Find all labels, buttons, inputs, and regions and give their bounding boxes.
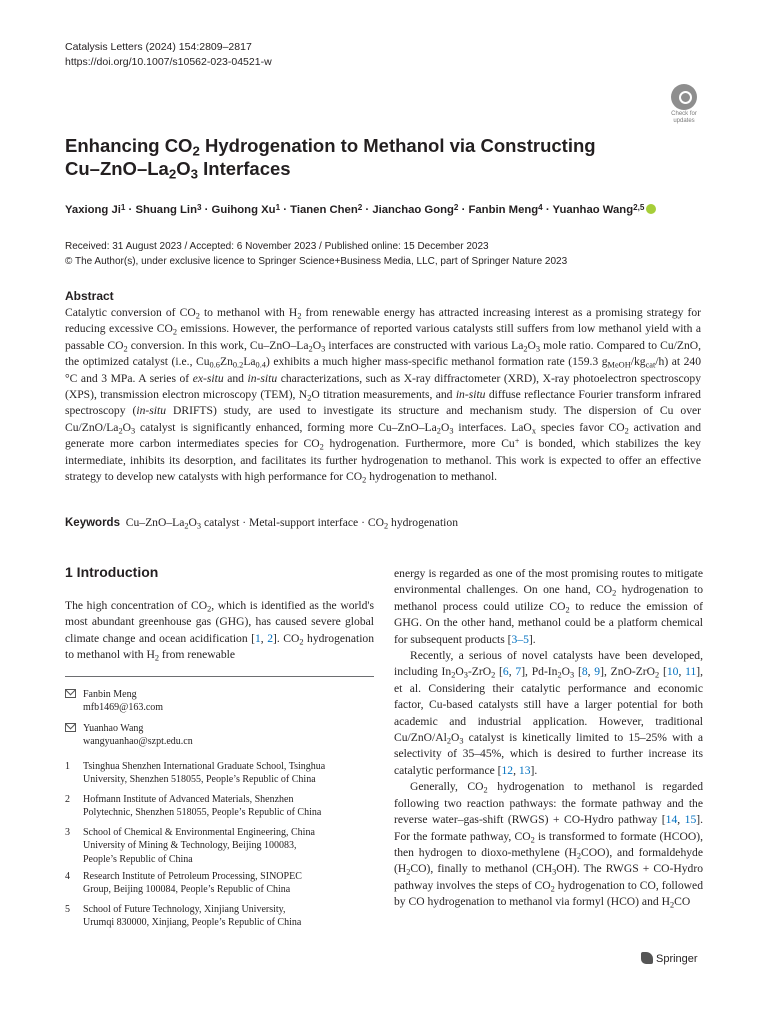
corresponding-name: Fanbin Meng: [83, 689, 137, 700]
citation-link[interactable]: 1: [255, 631, 261, 645]
citation-link[interactable]: 13: [518, 763, 531, 777]
corresponding-author: [65, 688, 374, 715]
check-for-updates-badge[interactable]: [664, 84, 704, 124]
citation-link[interactable]: 9: [594, 665, 601, 679]
abstract-heading: Abstract: [65, 289, 114, 303]
intro-left-column: [65, 598, 374, 664]
citation-link[interactable]: 12: [501, 763, 514, 777]
keywords-label: Keywords: [65, 517, 120, 529]
citation-link[interactable]: 11: [685, 665, 697, 679]
publication-dates: [65, 240, 567, 269]
author[interactable]: Tianen Chen$^2$: [290, 202, 363, 216]
paragraph: Generally, $CO_2$ hydrogenation to methanol is regarded following two reaction pathways: the formate pathway and the reverse water–gas-shift (RWGS) + CO-Hydro pathway [14, 15]. For the formate pathway, $CO_2$ is transformed to formate (HCOO), then hydrogen to dioxo-methylene $(H_2COO)$, and formaldehyde $(H_2CO)$, finally to methanol $(CH_3OH)$. The RWGS + CO-Hydro pathway involves the steps of $CO_2$ hydrogenation to CO, followed by CO hydrogenation to methanol via formyl (HCO) and $H_2CO$: [394, 780, 704, 910]
keywords: Keywords $Cu-ZnO-La_2O_3$ catalyst · Metal-support interface · $CO_2$ hydrogenation: [65, 516, 458, 531]
paper-title: Enhancing $CO_2$ Hydrogenation to Methanol via Constructing $Cu-ZnO-La_2O_3$ Interfaces: [65, 135, 596, 182]
dates-line: Received: 31 August 2023 / Accepted: 6 November 2023 / Published online: 15 December 2023: [65, 241, 489, 252]
affiliation: 1 Tsinghua Shenzhen International Graduate School, Tsinghua University, Shenzhen 518055, People’s Republic of China: [65, 761, 326, 786]
author[interactable]: Yuanhao Wang$^{2,5}$: [552, 202, 645, 216]
author[interactable]: Shuang Lin$^3$: [135, 202, 202, 216]
citation-link[interactable]: 6: [502, 665, 509, 679]
orcid-icon[interactable]: [646, 204, 656, 214]
citation-link[interactable]: 15: [684, 813, 697, 827]
corresponding-author: [65, 722, 374, 749]
copyright-line: © The Author(s), under exclusive licence to Springer Science+Business Media, LLC, part of Springer Nature 2023: [65, 255, 568, 267]
badge-label-1: Check for: [671, 111, 697, 117]
author-list: Yaxiong $Ji^1$ · Shuang Lin$^3$ · Guihong $Xu^1$ · Tianen Chen$^2$ · Jianchao Gong$^2$ · Fanbin Meng$^4$ · Yuanhao Wang$^{2,5}$: [65, 202, 705, 218]
abstract-body: Catalytic conversion of $CO_2$ to methanol with $H_2$ from renewable energy has attracted increasing interest as a promising strategy for reducing excessive $CO_2$ emissions. However, the performance of reported various catalysts still suffers from low methanol yield with a passable $CO_2$ conversion. In this work, $Cu-ZnO-La_2O_3$ interfaces are constructed with various $La_2O_3$ mole ratio. Compared to Cu/ZnO, the optimized catalyst (i.e., $Cu_{0.6}Zn_{0.2}La_{0.4}$) exhibits a much higher mass-specific methanol formation rate (159.3 $g_{MeOH}/kg_{cat}/h$) at 240 °C and 3 MPa. A series of ex-situ and in-situ characterizations, such as X-ray diffractometer (XRD), X-ray photoelectron spectroscopy (XPS), transmission electron microscopy (TEM), $N_2O$ titration measurements, and in-situ diffuse reflectance Fourier transform infrared spectroscopy (in-situ DRIFTS) study, are used to investigate its structure and mechanism study. The dispersion of Cu over $Cu/ZnO/La_2O_3$ catalyst is significantly enhanced, forming more $Cu-ZnO-La_2O_3$ interfaces. LaO$_x$ species favor $CO_2$ activation and generate more carbon intermediates species for $CO_2$ hydrogenation. Furthermore, more Cu+ is bonded, which stabilizes the key intermediate, inhibits its desorption, and facilitates its further hydrogenation to methanol. This work is expected to offer an effective strategy to develop new catalysts with high performance for $CO_2$ hydrogenation to methanol.: [65, 306, 702, 485]
doi-link[interactable]: https://doi.org/10.1007/s10562-023-04521-w: [65, 56, 272, 68]
badge-label-2: updates: [673, 118, 695, 124]
journal-citation: Catalysis Letters (2024) 154:2809–2817: [65, 41, 252, 53]
affiliation: 2 Hofmann Institute of Advanced Materials, Shenzhen Polytechnic, Shenzhen 518055, People’s Republic of China: [65, 794, 322, 819]
publisher-logo: Springer: [641, 952, 698, 965]
author[interactable]: Guihong Xu$^1$: [211, 202, 281, 216]
email-link[interactable]: wangyuanhao@szpt.edu.cn: [83, 736, 193, 748]
intro-right-column: [394, 566, 703, 911]
citation-link[interactable]: 14: [665, 813, 678, 827]
paragraph: energy is regarded as one of the most promising routes to mitigate environmental challenges. On one hand, $CO_2$ hydrogenation to methanol process could utilize $CO_2$ to reduce the emission of GHG. On the other hand, methanol could be a platform chemical for subsequent products [3–5].: [394, 567, 703, 646]
affiliation: 3 School of Chemical & Environmental Engineering, China University of Mining & Technology, Beijing 100083, People’s Republic of China: [65, 827, 315, 865]
author[interactable]: Jianchao Gong$^2$: [372, 202, 459, 216]
envelope-icon: [65, 689, 76, 698]
section-heading-introduction: 1 Introduction: [65, 564, 159, 580]
citation-link[interactable]: 8: [581, 665, 588, 679]
envelope-icon: [65, 723, 76, 732]
corresponding-name: Yuanhao Wang: [83, 723, 144, 734]
affiliation: 5 School of Future Technology, Xinjiang University, Urumqi 830000, Xinjiang, People’s Republic of China: [65, 904, 302, 929]
journal-header: [65, 40, 272, 70]
email-link[interactable]: mfb1469@163.com: [83, 702, 164, 714]
citation-link[interactable]: 2: [267, 631, 273, 645]
citation-link[interactable]: 3–5: [511, 632, 529, 646]
citation-link[interactable]: 10: [666, 665, 679, 679]
author[interactable]: Fanbin Meng$^4$: [468, 202, 543, 216]
check-updates-icon: [671, 84, 697, 110]
footnote-divider: [65, 676, 374, 677]
citation-link[interactable]: 7: [515, 665, 522, 679]
springer-horse-icon: [641, 952, 653, 964]
paragraph: The high concentration of $CO_2$, which is identified as the world's most abundant greenhouse gas (GHG), has caused severe global climate change and ocean acidification [1, 2]. $CO_2$ hydrogenation to methanol with $H_2$ from renewable: [65, 599, 375, 663]
paragraph: Recently, a serious of novel catalysts have been developed, including $In_2O_3-ZrO_2$ [6, 7], $Pd-In_2O_3$ [8, 9], ZnO-ZrO$_2$ [10, 11], et al. Considering their catalytic performance and economic factor, Cu-based catalysts still have a larger potential for both academic and industrial application. However, traditional $Cu/ZnO/Al_2O_3$ catalyst is kinetically limited to 15–25% with a selectivity of 35–45%, which is desired to further increase its catalytic performance [12, 13].: [394, 649, 704, 777]
author[interactable]: Yaxiong Ji$^1$: [65, 202, 126, 216]
affiliation: 4 Research Institute of Petroleum Processing, SINOPEC Group, Beijing 100084, People’s Republic of China: [65, 871, 302, 896]
